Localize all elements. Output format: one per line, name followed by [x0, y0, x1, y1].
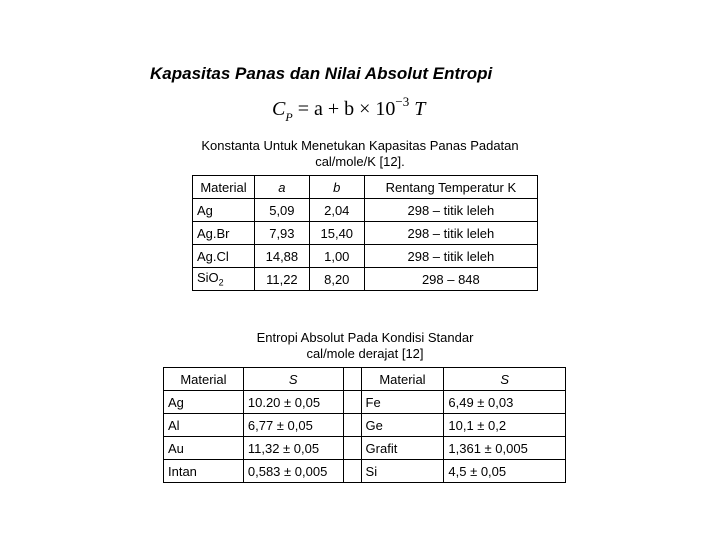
material-formula: SiO — [197, 270, 219, 286]
table1-caption-line1: Konstanta Untuk Menetukan Kapasitas Panas Padatan — [201, 138, 519, 153]
table-header-row — [193, 176, 538, 199]
table-header-row — [164, 368, 566, 391]
formula-lhs: C — [272, 98, 286, 120]
cell-material: Intan — [164, 460, 244, 483]
cell-entropy-2: 4,5 ± 0,05 — [444, 460, 566, 483]
column-header-a: a — [254, 176, 309, 199]
cell-material — [193, 268, 255, 291]
cell-entropy: 6,77 ± 0,05 — [243, 414, 343, 437]
formula-exponent: −3 — [395, 94, 410, 109]
cell-material: Ag.Cl — [193, 245, 255, 268]
table-row — [164, 391, 566, 414]
heat-capacity-formula — [272, 94, 426, 124]
table-row — [193, 268, 538, 291]
cell-b: 1,00 — [309, 245, 364, 268]
cell-b: 2,04 — [309, 199, 364, 222]
formula-lhs-subscript: P — [285, 110, 293, 124]
table-row — [164, 460, 566, 483]
table2-caption-line2: cal/mole derajat [12] — [306, 346, 424, 361]
cell-entropy-2: 1,361 ± 0,005 — [444, 437, 566, 460]
formula-variable: T — [409, 98, 426, 120]
cell-b: 8,20 — [309, 268, 364, 291]
spacer-cell — [343, 414, 361, 437]
spacer-cell — [343, 368, 361, 391]
cell-material: Ag — [164, 391, 244, 414]
cell-material-2: Ge — [361, 414, 444, 437]
cell-range: 298 – 848 — [364, 268, 537, 291]
cell-material: Ag — [193, 199, 255, 222]
table-row — [193, 245, 538, 268]
table-row — [164, 414, 566, 437]
column-header-b: b — [309, 176, 364, 199]
column-header-range: Rentang Temperatur K — [364, 176, 537, 199]
table-row — [193, 199, 538, 222]
table2-caption — [210, 330, 520, 362]
cell-range: 298 – titik leleh — [364, 245, 537, 268]
formula-rhs: = a + b × 10 — [292, 98, 396, 120]
table2-caption-line1: Entropi Absolut Pada Kondisi Standar — [256, 330, 474, 345]
spacer-cell — [343, 460, 361, 483]
cell-material: Ag.Br — [193, 222, 255, 245]
material-subscript: 2 — [218, 277, 224, 288]
cell-b: 15,40 — [309, 222, 364, 245]
page-title: Kapasitas Panas dan Nilai Absolut Entropi — [150, 64, 493, 83]
cell-material-2: Grafit — [361, 437, 444, 460]
cell-entropy-2: 10,1 ± 0,2 — [444, 414, 566, 437]
cell-material: Au — [164, 437, 244, 460]
heat-capacity-table — [192, 175, 538, 291]
table1-caption — [180, 138, 540, 170]
cell-material-2: Fe — [361, 391, 444, 414]
cell-entropy: 0,583 ± 0,005 — [243, 460, 343, 483]
column-header-material: Material — [164, 368, 244, 391]
column-header-material: Material — [193, 176, 255, 199]
column-header-s: S — [243, 368, 343, 391]
cell-a: 14,88 — [254, 245, 309, 268]
column-header-material-2: Material — [361, 368, 444, 391]
cell-a: 11,22 — [254, 268, 309, 291]
cell-range: 298 – titik leleh — [364, 222, 537, 245]
table-row — [164, 437, 566, 460]
cell-a: 7,93 — [254, 222, 309, 245]
entropy-table — [163, 367, 566, 483]
cell-entropy: 11,32 ± 0,05 — [243, 437, 343, 460]
cell-material-2: Si — [361, 460, 444, 483]
cell-range: 298 – titik leleh — [364, 199, 537, 222]
column-header-s-2: S — [444, 368, 566, 391]
cell-material: Al — [164, 414, 244, 437]
cell-entropy-2: 6,49 ± 0,03 — [444, 391, 566, 414]
table-row — [193, 222, 538, 245]
spacer-cell — [343, 391, 361, 414]
spacer-cell — [343, 437, 361, 460]
table1-caption-line2: cal/mole/K [12]. — [315, 154, 405, 169]
cell-entropy: 10.20 ± 0,05 — [243, 391, 343, 414]
cell-a: 5,09 — [254, 199, 309, 222]
